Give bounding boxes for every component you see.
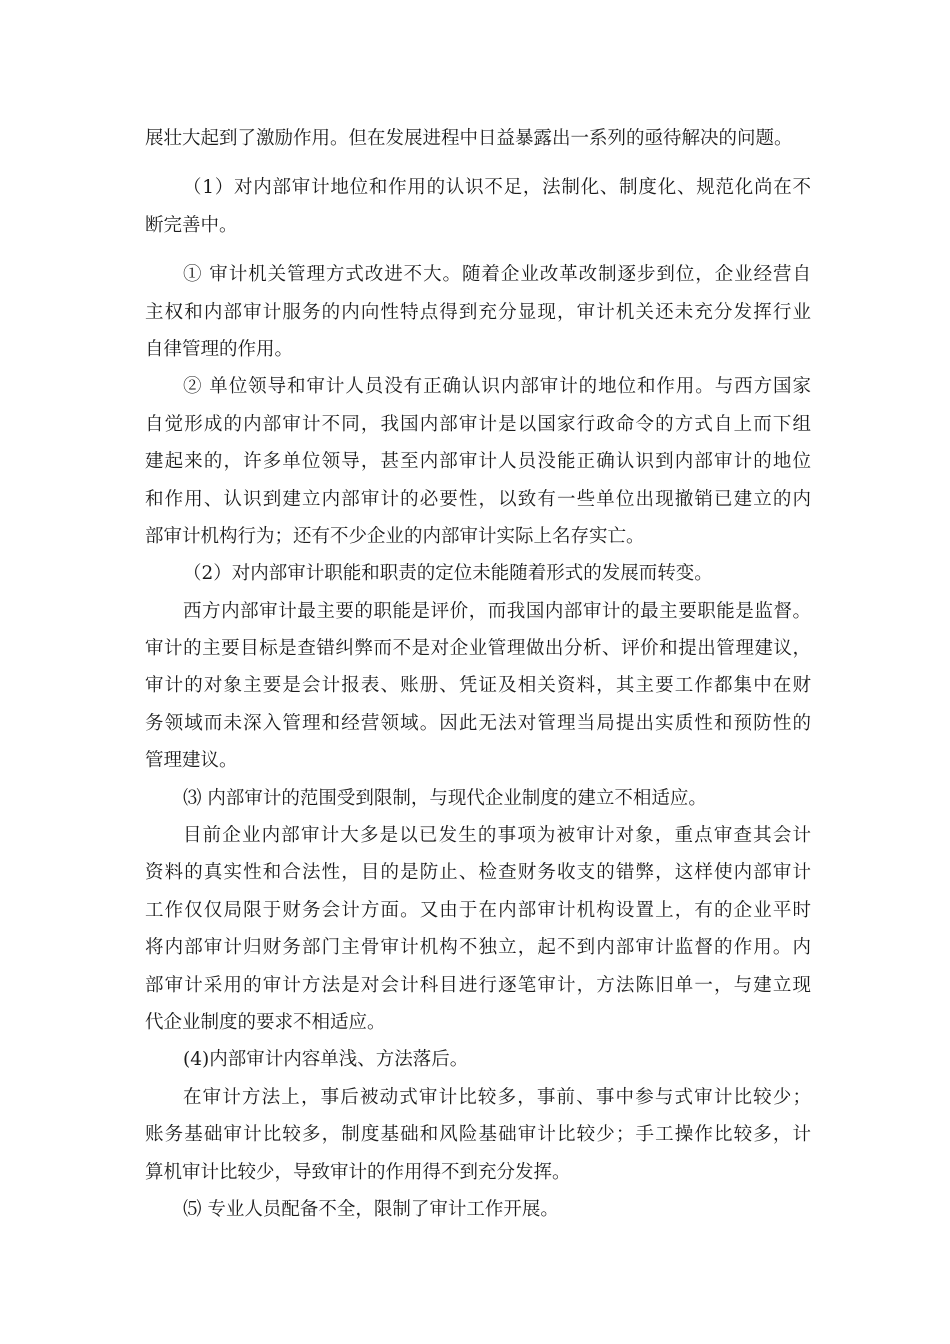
- document-page: [145, 120, 811, 1228]
- text-line: 主权和内部审计服务的内向性特点得到充分显现，审计机关还未充分发挥行业: [145, 301, 811, 323]
- text-line: 审计的主要目标是查错纠弊而不是对企业管理做出分析、评价和提出管理建议，: [145, 638, 811, 660]
- text-line: ⑸ 专业人员配备不全，限制了审计工作开展。: [183, 1198, 559, 1220]
- section-heading-1: [145, 169, 811, 244]
- text-line: 部审计机构行为；还有不少企业的内部审计实际上名存实亡。: [145, 525, 645, 547]
- section-heading-5: [145, 1191, 811, 1228]
- text-line: ① 审计机关管理方式改进不大。随着企业改革改制逐步到位，企业经营自: [183, 264, 811, 286]
- text-line: 务领域而未深入管理和经营领域。因此无法对管理当局提出实质性和预防性的: [145, 712, 811, 734]
- section-heading-3: [145, 780, 811, 817]
- text-line: 西方内部审计最主要的职能是评价，而我国内部审计的最主要职能是监督。: [183, 600, 811, 622]
- text-line: （1）对内部审计地位和作用的认识不足，法制化、制度化、规范化尚在不: [183, 177, 811, 199]
- list-item-1-2: [145, 368, 811, 555]
- text-line: （2）对内部审计职能和职责的定位未能随着形式的发展而转变。: [183, 563, 713, 585]
- text-line: ② 单位领导和审计人员没有正确认识内部审计的地位和作用。与西方国家: [183, 376, 811, 398]
- text-line: 在审计方法上，事后被动式审计比较多，事前、事中参与式审计比较少；: [183, 1086, 811, 1108]
- text-line: 自律管理的作用。: [145, 338, 294, 360]
- paragraph-intro-tail: [145, 120, 811, 157]
- text-line: 目前企业内部审计大多是以已发生的事项为被审计对象，重点审查其会计: [183, 825, 811, 847]
- text-line: 展壮大起到了激励作用。但在发展进程中日益暴露出一系列的亟待解决的问题。: [145, 128, 793, 149]
- text-line: 资料的真实性和合法性，目的是防止、检查财务收支的错弊，这样使内部审计: [145, 862, 811, 884]
- body-paragraph-3: [145, 817, 811, 1041]
- body-paragraph-2: [145, 593, 811, 780]
- text-line: 代企业制度的要求不相适应。: [145, 1011, 386, 1033]
- text-line: 将内部审计归财务部门主骨审计机构不独立，起不到内部审计监督的作用。内: [145, 937, 811, 959]
- text-line: 部审计采用的审计方法是对会计科目进行逐笔审计，方法陈旧单一，与建立现: [145, 974, 811, 996]
- text-line: 管理建议。: [145, 750, 238, 772]
- text-line: 审计的对象主要是会计报表、账册、凭证及相关资料，其主要工作都集中在财: [145, 675, 811, 697]
- text-line: 建起来的，许多单位领导，甚至内部审计人员没能正确认识到内部审计的地位: [145, 451, 811, 473]
- text-line: ⑶ 内部审计的范围受到限制，与现代企业制度的建立不相适应。: [183, 787, 707, 809]
- text-line: 账务基础审计比较多，制度基础和风险基础审计比较少；手工操作比较多，计: [145, 1124, 811, 1146]
- text-line: 自觉形成的内部审计不同，我国内部审计是以国家行政命令的方式自上而下组: [145, 413, 811, 435]
- body-paragraph-4: [145, 1079, 811, 1191]
- text-line: 算机审计比较少，导致审计的作用得不到充分发挥。: [145, 1161, 571, 1183]
- text-line: 和作用、认识到建立内部审计的必要性，以致有一些单位出现撤销已建立的内: [145, 488, 811, 510]
- section-heading-4: [145, 1041, 811, 1078]
- list-item-1-1: [145, 256, 811, 368]
- text-line: 工作仅仅局限于财务会计方面。又由于在内部审计机构设置上，有的企业平时: [145, 899, 811, 921]
- section-heading-2: [145, 555, 811, 592]
- text-line: (4)内部审计内容单浅、方法落后。: [183, 1049, 469, 1071]
- text-line: 断完善中。: [145, 214, 238, 236]
